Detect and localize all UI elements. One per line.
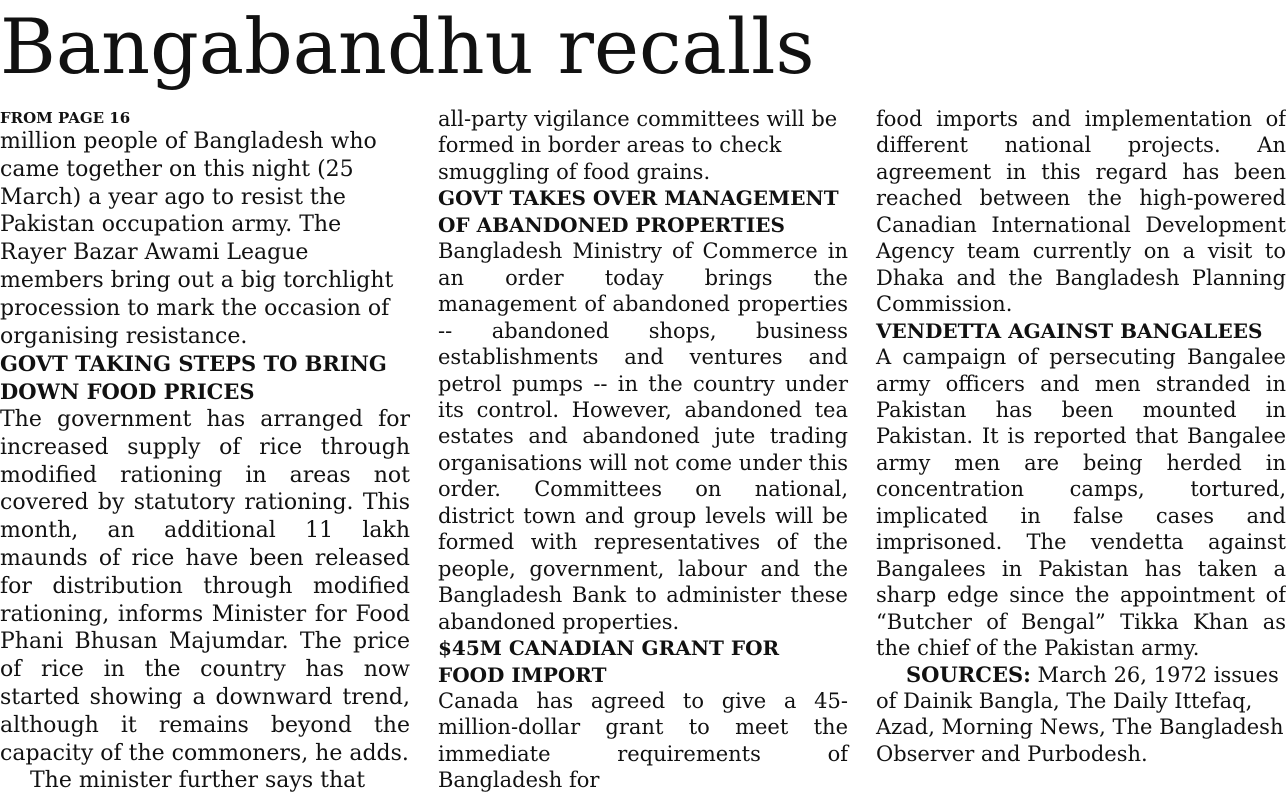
paragraph: all-party vigilance committees will be formed in border areas to check smuggling of food grains. <box>438 107 838 184</box>
paragraph: The government has arranged for increased supply of rice through modified rationing in areas not covered by statutory rationing. This month, an additional 11 lakh maunds of rice have been released for distribution through modified rationing, informs Minister for Food Phani Bhusan Majumdar. The price of rice in the country has now started showing a downward trend, although it remains beyond the capacity of the commoners, he adds. <box>0 406 410 766</box>
headline: Bangabandhu recalls <box>0 2 815 91</box>
article-column-3 <box>876 106 1286 767</box>
sources-paragraph <box>876 662 1286 768</box>
paragraph: Canada has agreed to give a 45-million-dollar grant to meet the immediate requirements of Bangladesh for <box>438 688 848 793</box>
subheading: $45M CANADIAN GRANT FOR FOOD IMPORT <box>438 636 780 687</box>
subheading: VENDETTA AGAINST BANGALEES <box>876 318 1263 343</box>
subheading: GOVT TAKING STEPS TO BRING DOWN FOOD PRICES <box>0 351 387 405</box>
subheading: GOVT TAKES OVER MANAGEMENT OF ABANDONED PROPERTIES <box>438 186 839 237</box>
paragraph: food imports and implementation of different national projects. An agreement in this regard has been reached between the high-powered Canadian International Development Agency team currently on a visit to Dhaka and the Bangladesh Planning Commission. <box>876 107 1286 317</box>
paragraph: million people of Bangladesh who came together on this night (25 March) a year ago to resist the Pakistan occupation army. The Rayer Bazar Awami League members bring out a big torchlight procession to mark the occasion of organising resistance. <box>0 129 394 349</box>
sources-text: March 26, 1972 issues of Dainik Bangla, The Daily Ittefaq, Azad, Morning News, The Bangladesh Observer and Purbodesh. <box>876 662 1284 766</box>
paragraph: A campaign of persecuting Bangalee army officers and men stranded in Pakistan has been mounted in Pakistan. It is reported that Bangalee army men are being herded in concentration camps, tortured, implicated in false cases and imprisoned. The vendetta against Bangalees in Pakistan has taken a sharp edge since the appointment of “Butcher of Bengal” Tikka Khan as the chief of the Pakistan army. <box>876 345 1286 661</box>
article-column-1 <box>0 108 410 795</box>
paragraph: Bangladesh Ministry of Commerce in an order today brings the management of abandoned properties -- abandoned shops, business establishments and ventures and petrol pumps -- in the country under its control. However, abandoned tea estates and abandoned jute trading organisations will not come under this order. Committees on national, district town and group levels will be formed with representatives of the people, government, labour and the Bangladesh Bank to administer these abandoned properties. <box>438 239 848 634</box>
paragraph: The minister further says that <box>30 768 366 794</box>
sources-label: SOURCES: <box>906 661 1031 687</box>
article-column-2 <box>438 106 848 794</box>
continued-from-label: FROM PAGE 16 <box>0 109 131 127</box>
